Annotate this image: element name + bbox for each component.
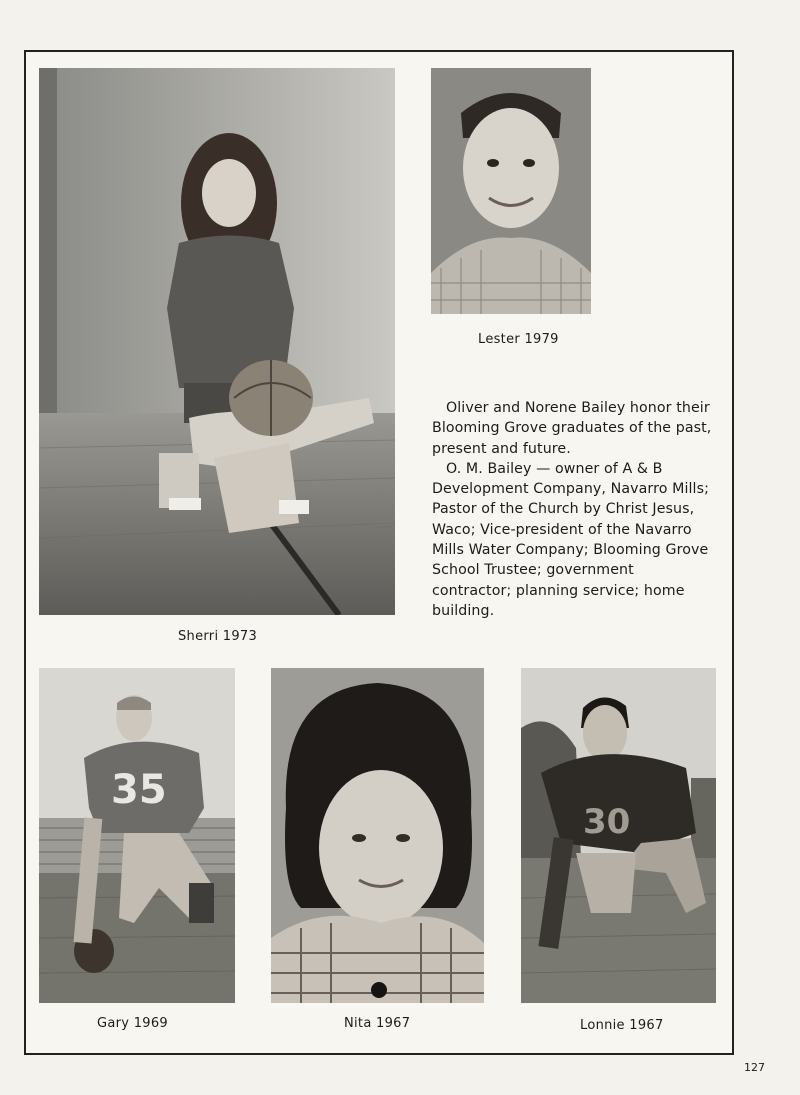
caption-lester: Lester 1979 — [478, 332, 559, 347]
caption-sherri: Sherri 1973 — [178, 629, 258, 644]
photo-sherri — [39, 68, 395, 615]
page-number: 127 — [744, 1061, 765, 1074]
photo-lester — [431, 68, 591, 314]
photo-gary — [39, 668, 235, 1003]
photo-lonnie — [521, 668, 716, 1003]
dedication-paragraph-1: Oliver and Norene Bailey honor their Blooming Grove graduates of the past, present and future. — [432, 400, 712, 457]
dedication-paragraph-2: O. M. Bailey — owner of A & B Development Company, Navarro Mills; Pastor of the Church by Christ Jesus, Waco; Vice-president of the Navarro Mills Water Company; Blooming Grove School Trustee; government contractor; planning service; home building. — [432, 460, 709, 619]
caption-lonnie: Lonnie 1967 — [580, 1018, 664, 1033]
photo-nita — [271, 668, 484, 1003]
caption-nita: Nita 1967 — [344, 1016, 411, 1031]
gary-jersey-number: 35 — [111, 767, 167, 813]
dedication-text — [432, 398, 717, 621]
caption-gary: Gary 1969 — [97, 1016, 168, 1031]
lonnie-jersey-number: 30 — [583, 802, 631, 842]
